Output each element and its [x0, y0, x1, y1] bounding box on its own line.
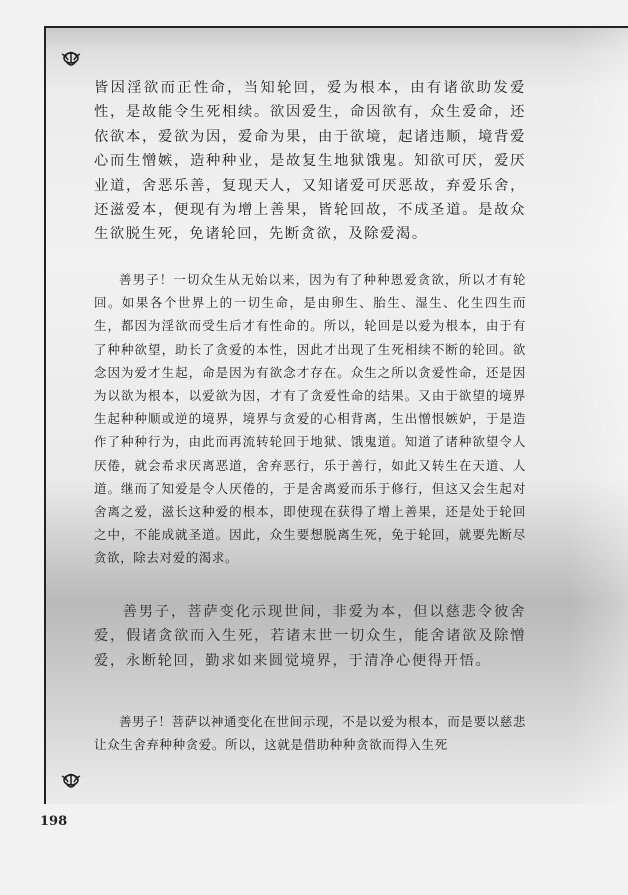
sutra-paragraph-2: 善男子，菩萨变化示现世间，非爱为本，但以慈悲令彼舍爱，假诸贪欲而入生死，若诸末世一切众生，能舍诸欲及除憎爱，永断轮回，勤求如来圆觉境界，于清净心便得开悟。 — [94, 604, 526, 669]
translation-paragraph-2: 善男子！菩萨以神通变化在世间示现，不是以爱为根本，而是要以慈悲让众生舍弃种种贪爱。所以，这就是借助种种贪欲而得入生死 — [94, 714, 526, 753]
translation-paragraph-1: 善男子！一切众生从无始以来，因为有了种种恩爱贪欲，所以才有轮回。如果各个世界上的一切生命，是由卵生、胎生、湿生、化生四生而生，都因为淫欲而受生后才有性命的。所以，轮回是以爱为根本，由于有了种种欲望，助长了贪爱的本性，因此才出现了生死相续不断的轮回。欲念因为爱才生起，命是因为有欲念才存在。众生之所以贪爱性命，还是因为以欲为根本，以爱欲为因，才有了贪爱性命的结果。又由于欲望的境界生起种种顺或逆的境界，境界与贪爱的心相背离，生出憎恨嫉妒，于是造作了种种行为，由此而再流转轮回于地狱、饿鬼道。知道了诸种欲望令人厌倦，就会希求厌离恶道，舍弃恶行，乐于善行，如此又转生在天道、人道。继而了知爱是令人厌倦的，于是舍离爱而乐于修行，但这又会生起对舍离之爱，滋长这种爱的根本，即使现在获得了增上善果，还是处于轮回之中，不能成就圣道。因此，众生要想脱离生死，免于轮回，就要先断尽贪欲，除去对爱的渴求。 — [94, 272, 526, 566]
lotus-crescent-ornament-icon — [56, 760, 96, 800]
sutra-paragraph-1: 皆因淫欲而正性命，当知轮回，爱为根本，由有诸欲助发爱性，是故能令生死相续。欲因爱生，命因欲有，众生爱命，还依欲本，爱欲为因，爱命为果，由于欲境，起诸违顺，境背爱心而生憎嫉，造种种业，是故复生地狱饿鬼。知欲可厌，爱厌业道，舍恶乐善，复现天人，又知诸爱可厌恶故，弃爱乐舍，还滋爱本，便现有为增上善果，皆轮回故，不成圣道。是故众生欲脱生死，免诸轮回，先断贪欲，及除爱渴。 — [94, 80, 526, 243]
lotus-crescent-ornament-icon — [56, 38, 96, 78]
page-number: 198 — [40, 814, 68, 829]
